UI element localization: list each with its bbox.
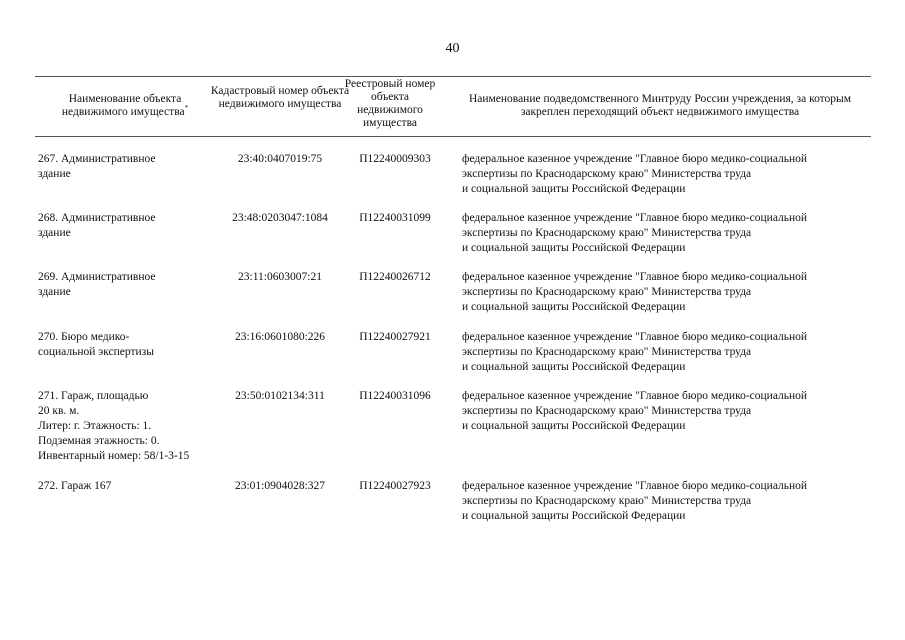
header-registry-number: Реестровый номер объекта недвижимого имущества [344,78,436,129]
row-registry-number: П12240031096 [359,390,431,402]
row-object-name: 269. Административное здание [38,271,156,298]
row-cadastral-number: 23:48:0203047:1084 [232,212,328,224]
header-institution: Наименование подведомственного Минтруду России учреждения, за которым закреплен переходящий объект недвижимого имущества [468,93,852,118]
header-footnote-mark: * [184,104,189,113]
row-institution: федеральное казенное учреждение "Главное бюро медико-социальной экспертизы по Краснодарскому краю" Министерства труда и социальной защиты Российской Федерации [462,331,808,373]
row-institution: федеральное казенное учреждение "Главное бюро медико-социальной экспертизы по Краснодарскому краю" Министерства труда и социальной защиты Российской Федерации [462,271,808,313]
row-object-name: 270. Бюро медико- социальной экспертизы [38,331,154,358]
header-object-name [35,93,215,119]
row-cadastral-number: 23:01:0904028:327 [234,480,326,492]
row-registry-number: П12240026712 [359,271,431,283]
page-number: 40 [445,41,460,56]
row-institution: федеральное казенное учреждение "Главное бюро медико-социальной экспертизы по Краснодарскому краю" Министерства труда и социальной защиты Российской Федерации [462,212,808,254]
row-cadastral-number: 23:40:0407019:75 [237,153,323,165]
row-registry-number: П12240027923 [359,480,431,492]
row-object-name: 271. Гараж, площадью 20 кв. м. Литер: г. Этажность: 1. Подземная этажность: 0. Инвентарный номер: 58/1-3-15 [38,390,190,462]
row-registry-number: П12240009303 [359,153,431,165]
header-cadastral-number: Кадастровый номер объекта недвижимого имущества [210,85,350,110]
row-object-name: 267. Административное здание [38,153,156,180]
table-header-top-rule [35,76,871,77]
row-cadastral-number: 23:11:0603007:21 [238,271,322,283]
row-object-name: 268. Административное здание [38,212,156,239]
table-header-bottom-rule [35,136,871,137]
row-registry-number: П12240027921 [359,331,431,343]
row-institution: федеральное казенное учреждение "Главное бюро медико-социальной экспертизы по Краснодарскому краю" Министерства труда и социальной защиты Российской Федерации [462,480,808,522]
row-institution: федеральное казенное учреждение "Главное бюро медико-социальной экспертизы по Краснодарскому краю" Министерства труда и социальной защиты Российской Федерации [462,390,808,432]
row-cadastral-number: 23:16:0601080:226 [234,331,326,343]
row-registry-number: П12240031099 [359,212,431,224]
header-object-name-text: Наименование объекта недвижимого имущества [61,93,185,118]
row-cadastral-number: 23:50:0102134:311 [235,390,325,402]
row-object-name: 272. Гараж 167 [38,480,112,492]
row-institution: федеральное казенное учреждение "Главное бюро медико-социальной экспертизы по Краснодарскому краю" Министерства труда и социальной защиты Российской Федерации [462,153,808,195]
